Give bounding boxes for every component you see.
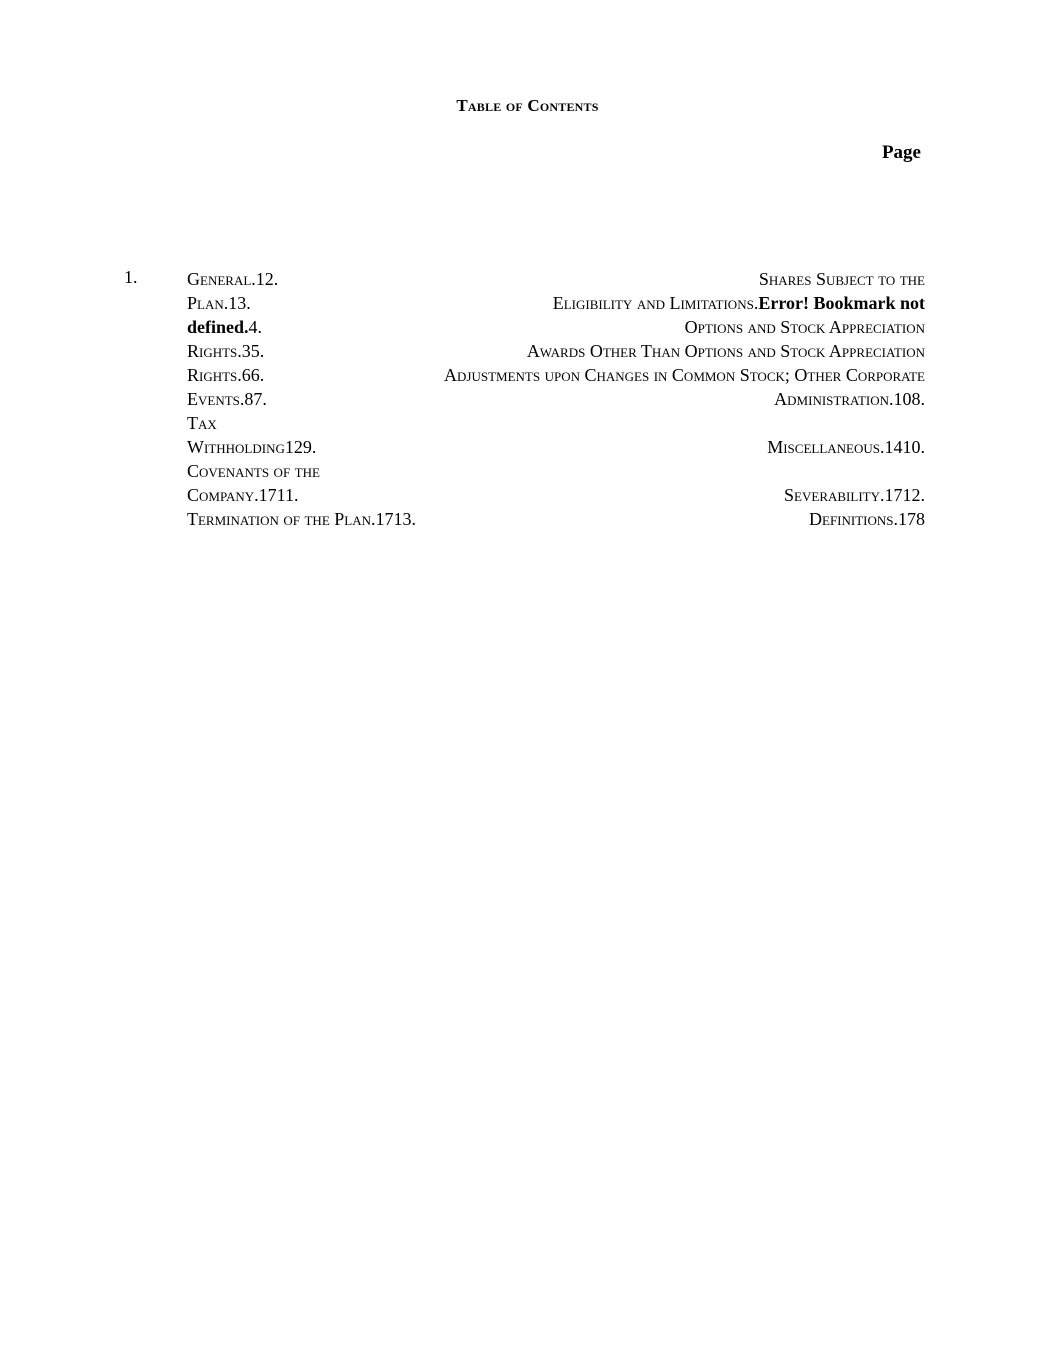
toc-entry-definitions[interactable]: Definitions.178 [809, 509, 925, 529]
toc-entry-tax-cont[interactable]: Withholding129. [187, 437, 317, 457]
toc-line [187, 387, 925, 411]
toc-line [187, 291, 925, 315]
toc-entry-covenants[interactable]: Covenants of the [187, 461, 320, 481]
toc-entry-adjustments[interactable]: Adjustments upon Changes in Common Stock; Other Corporate [444, 365, 925, 385]
toc-entry-eligibility[interactable] [553, 291, 925, 315]
toc-entry-termination[interactable]: Termination of the Plan.1713. [187, 509, 416, 529]
bookmark-error-text-cont: defined. [187, 317, 249, 337]
toc-line [187, 315, 925, 339]
toc-entry-page-ref: 4. [248, 317, 263, 337]
toc-line [187, 435, 925, 459]
toc-entry-options[interactable]: Options and Stock Appreciation [684, 317, 925, 337]
toc-line [187, 411, 925, 435]
toc-entry-general[interactable]: General.12. [187, 269, 279, 289]
toc-entry-shares-subject[interactable]: Shares Subject to the [758, 269, 925, 289]
toc-entry-adjustments-cont[interactable]: Events.87. [187, 389, 267, 409]
toc-line [187, 507, 925, 531]
toc-line [187, 483, 925, 507]
toc-entry-administration[interactable]: Administration.108. [774, 389, 925, 409]
toc-entry-eligibility-label: Eligibility and Limitations. [552, 293, 759, 313]
toc-entry-eligibility-cont[interactable] [187, 315, 262, 339]
entry-number: 1. [124, 267, 138, 287]
toc-entry-options-cont[interactable]: Rights.35. [187, 341, 265, 361]
toc-entry-severability[interactable]: Severability.1712. [784, 485, 925, 505]
toc-entry-covenants-cont[interactable]: Company.1711. [187, 485, 299, 505]
toc-line [187, 267, 925, 291]
toc-entry-awards-other[interactable]: Awards Other Than Options and Stock Appreciation [526, 341, 925, 361]
toc-entry-tax[interactable]: Tax [187, 413, 217, 433]
page-column-header: Page [881, 142, 921, 163]
toc-line [187, 339, 925, 363]
toc-entry-miscellaneous[interactable]: Miscellaneous.1410. [767, 437, 925, 457]
bookmark-error-text: Error! Bookmark not [758, 293, 925, 313]
toc-body [187, 267, 925, 531]
toc-entry-awards-other-cont[interactable]: Rights.66. [187, 365, 265, 385]
toc-line [187, 363, 925, 387]
toc-line [187, 459, 925, 483]
toc-title: Table of Contents [456, 96, 599, 115]
toc-entry-shares-subject-cont[interactable]: Plan.13. [187, 293, 251, 313]
